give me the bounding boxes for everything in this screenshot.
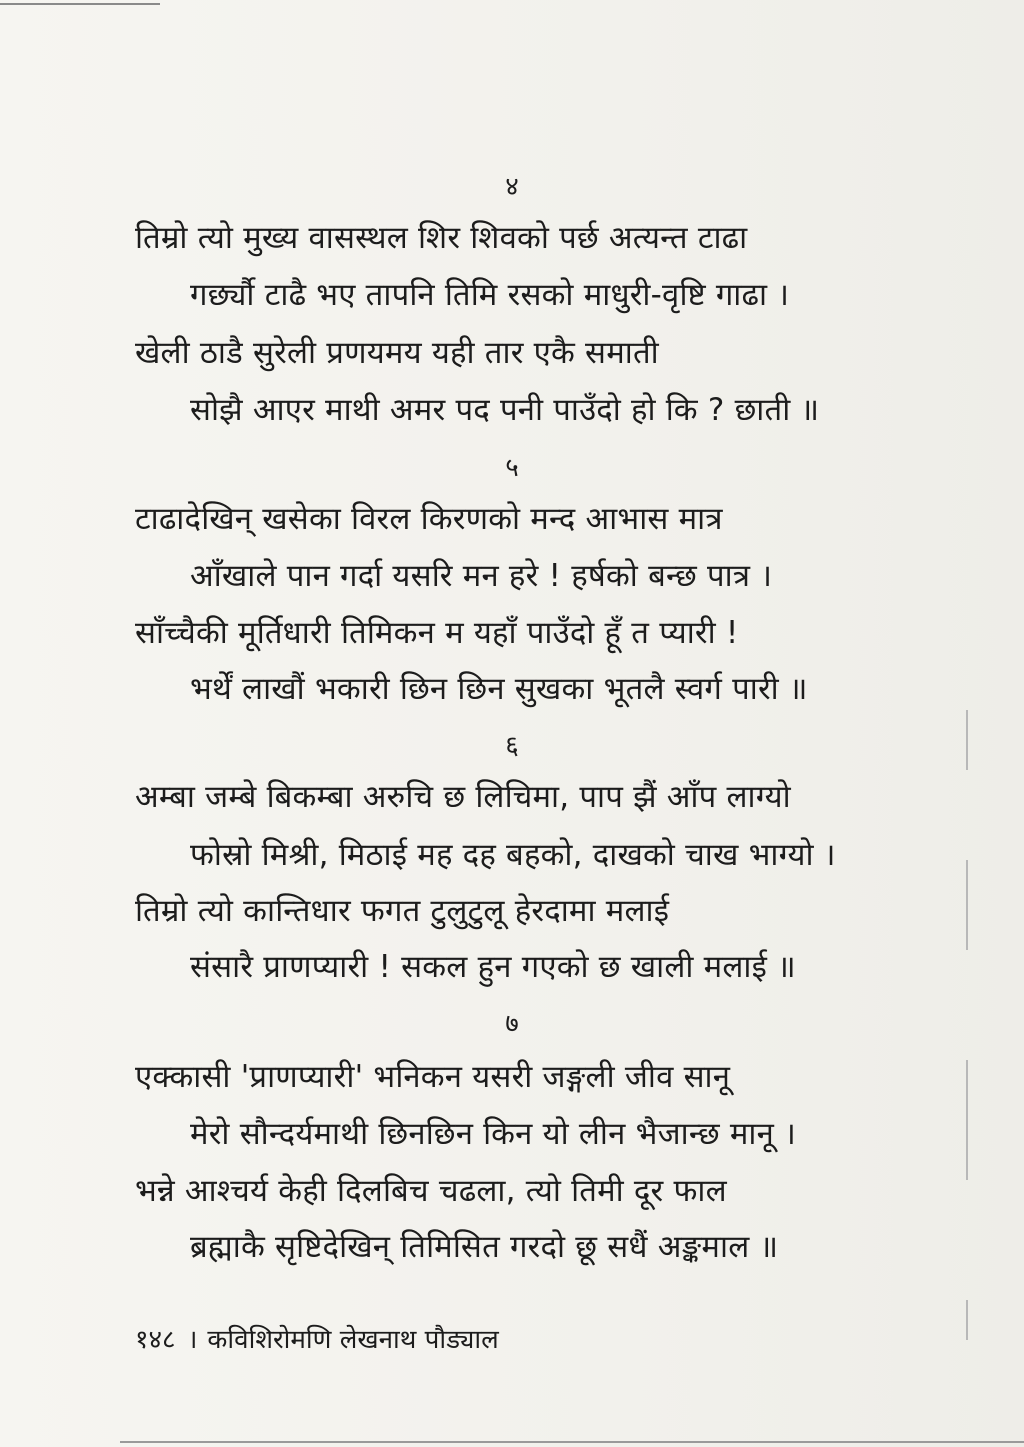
verse-line: भन्ने आश्चर्य केही दिलबिच चढला, त्यो तिमी दूर फाल: [135, 1173, 727, 1209]
verse-line: तिम्रो त्यो मुख्य वासस्थल शिर शिवको पर्छ अत्यन्त टाढा: [135, 220, 748, 256]
verse-line: खेली ठाडै सुरेली प्रणयमय यही तार एकै समाती: [135, 335, 659, 371]
scan-margin-mark: [966, 710, 968, 770]
page-number: १४८: [135, 1325, 176, 1355]
top-page-rule: [0, 3, 160, 5]
bottom-page-edge: [120, 1441, 1024, 1443]
verse-line: भर्थें लाखौं भकारी छिन छिन सुखका भूतलै स्वर्ग पारी ॥: [190, 671, 808, 707]
stanza-number: ५: [505, 453, 519, 483]
verse-line: संसारै प्राणप्यारी ! सकल हुन गएको छ खाली मलाई ॥: [190, 949, 796, 985]
verse-line: फोस्रो मिश्री, मिठाई मह दह बहको, दाखको चाख भाग्यो ।: [190, 837, 836, 873]
scan-margin-mark: [966, 860, 968, 950]
verse-line: टाढादेखिन् खसेका विरल किरणको मन्द आभास मात्र: [135, 501, 723, 537]
verse-line: आँखाले पान गर्दा यसरि मन हरे ! हर्षको बन्छ पात्र ।: [190, 558, 773, 594]
verse-line: गर्छ्यौ टाढै भए तापनि तिमि रसको माधुरी-वृष्टि गाढा ।: [190, 277, 790, 313]
book-title: कविशिरोमणि लेखनाथ पौड्याल: [207, 1325, 499, 1355]
scan-margin-mark: [966, 1060, 968, 1180]
verse-line: एक्कासी 'प्राणप्यारी' भनिकन यसरी जङ्गली जीव सानू: [135, 1059, 731, 1095]
footer-separator: ।: [187, 1325, 198, 1355]
scan-margin-mark: [966, 1300, 968, 1340]
stanza-number: ४: [505, 172, 519, 202]
verse-line: साँच्चैकी मूर्तिधारी तिमिकन म यहाँ पाउँदो हूँ त प्यारी !: [135, 615, 739, 651]
stanza-number: ६: [505, 731, 519, 761]
verse-line: सोझै आएर माथी अमर पद पनी पाउँदो हो कि ? छाती ॥: [190, 392, 820, 428]
page-footer: [135, 1324, 499, 1356]
verse-line: ब्रह्माकै सृष्टिदेखिन् तिमिसित गरदो छू सधैं अङ्कमाल ॥: [190, 1229, 779, 1265]
verse-line: तिम्रो त्यो कान्तिधार फगत टुलुटुलू हेरदामा मलाई: [135, 893, 670, 929]
verse-line: अम्बा जम्बे बिकम्बा अरुचि छ लिचिमा, पाप झैं आँप लाग्यो: [135, 779, 791, 815]
verse-line: मेरो सौन्दर्यमाथी छिनछिन किन यो लीन भैजान्छ मानू ।: [190, 1116, 797, 1152]
stanza-number: ७: [505, 1009, 519, 1039]
